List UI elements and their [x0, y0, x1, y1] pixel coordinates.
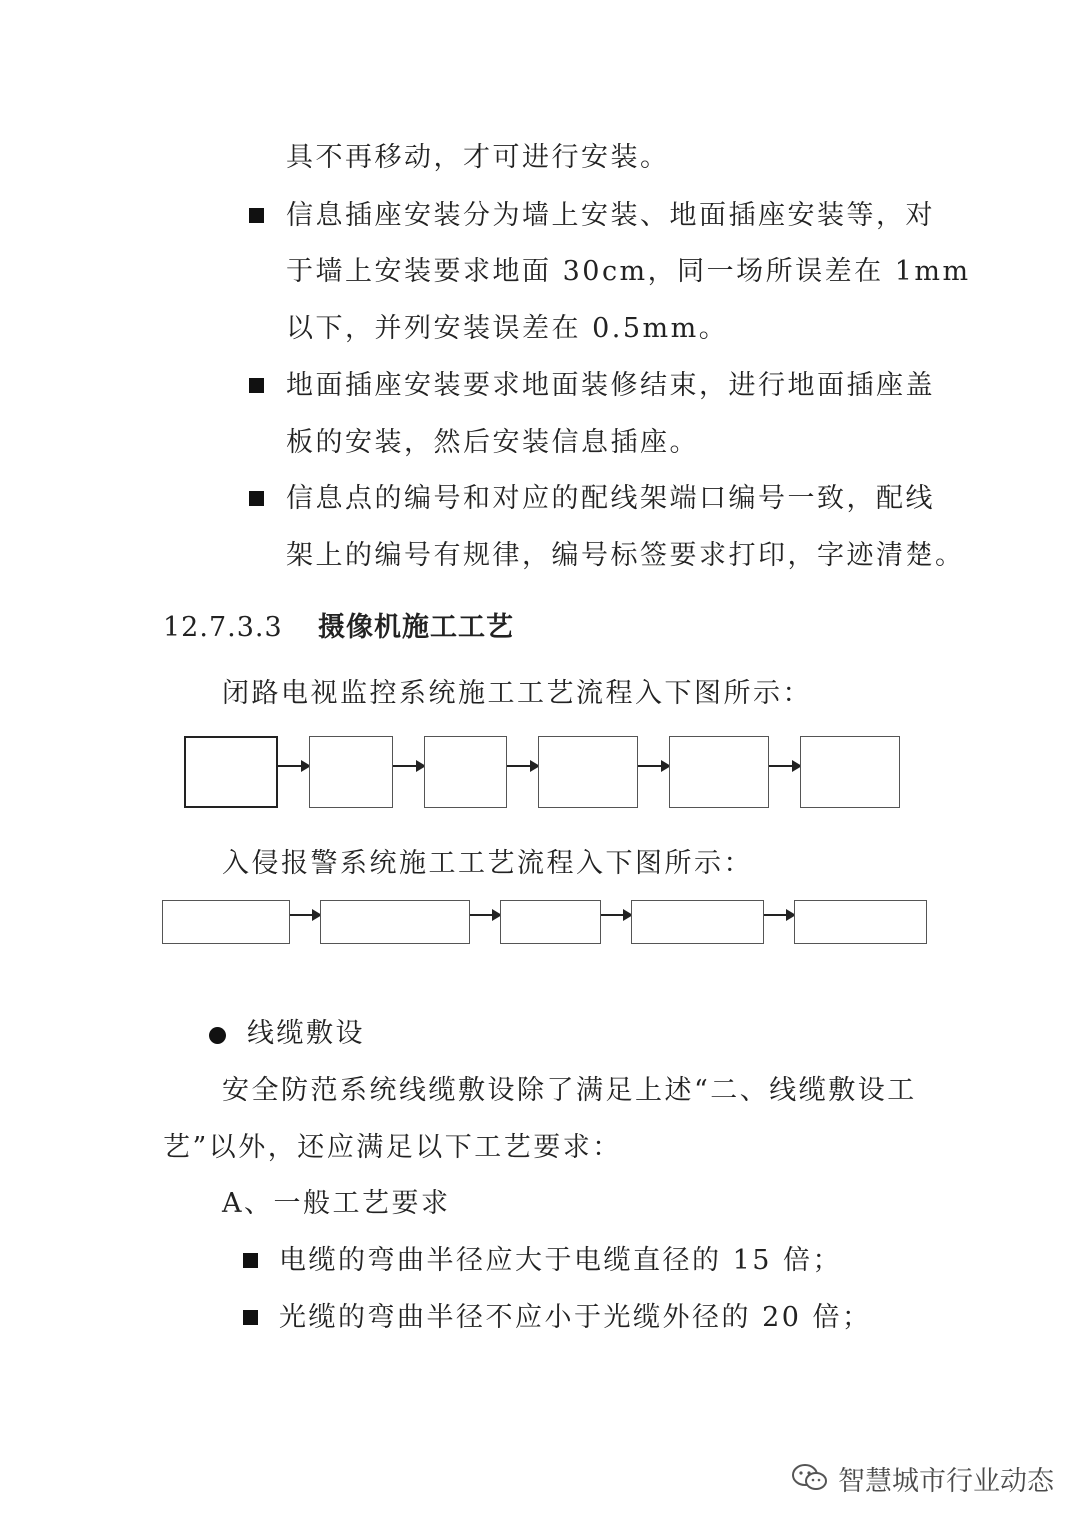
bullet1-line2: 于墙上安装要求地面 30cm，同一场所误差在 1mm	[286, 256, 971, 287]
flow1-arrow-4	[638, 765, 669, 767]
flow1-step-2	[309, 736, 393, 808]
flow2-arrow-4	[764, 914, 794, 916]
square-bullet-icon	[249, 208, 264, 223]
square-bullet-icon	[249, 378, 264, 393]
wechat-icon	[790, 1462, 830, 1494]
bullet3-line1: 信息点的编号和对应的配线架端口编号一致，配线	[286, 483, 935, 514]
bullet1-line1: 信息插座安装分为墙上安装、地面插座安装等，对	[286, 200, 935, 231]
cable-item-1: 电缆的弯曲半径应大于电缆直径的 15 倍；	[279, 1245, 843, 1276]
flow2-arrow-1	[290, 914, 320, 916]
square-bullet-icon	[243, 1310, 258, 1325]
square-bullet-icon	[249, 491, 264, 506]
flow2-caption: 入侵报警系统施工工艺流程入下图所示：	[222, 848, 753, 879]
flow1-caption: 闭路电视监控系统施工工艺流程入下图所示：	[222, 678, 812, 709]
cable-subheading: A、一般工艺要求	[222, 1188, 451, 1219]
section-number: 12.7.3.3	[163, 612, 283, 643]
flow1-step-1	[184, 736, 278, 808]
cable-intro-line2: 艺”以外，还应满足以下工艺要求：	[163, 1132, 622, 1163]
section-title: 摄像机施工工艺	[318, 612, 514, 643]
flow1-arrow-5	[769, 765, 800, 767]
flow1-arrow-3	[507, 765, 538, 767]
flow1-step-4	[538, 736, 638, 808]
flow2-arrow-2	[470, 914, 500, 916]
flow1-arrow-2	[393, 765, 424, 767]
flow2-step-3	[500, 900, 601, 944]
flow1-arrow-1	[278, 765, 309, 767]
flow2-step-1	[162, 900, 290, 944]
flow1-step-5	[669, 736, 769, 808]
bullet1-line3: 以下，并列安装误差在 0.5mm。	[286, 313, 729, 344]
watermark-text: 智慧城市行业动态	[838, 1465, 1054, 1497]
square-bullet-icon	[243, 1253, 258, 1268]
continuation-text: 具不再移动，才可进行安装。	[286, 142, 670, 173]
cable-item-2: 光缆的弯曲半径不应小于光缆外径的 20 倍；	[279, 1302, 872, 1333]
flow2-step-2	[320, 900, 470, 944]
bullet3-line2: 架上的编号有规律，编号标签要求打印，字迹清楚。	[286, 540, 965, 571]
cable-intro-line1: 安全防范系统线缆敷设除了满足上述“二、线缆敷设工	[222, 1075, 917, 1106]
bullet2-line2: 板的安装，然后安装信息插座。	[286, 427, 699, 458]
round-bullet-icon	[209, 1027, 226, 1044]
flow1-step-6	[800, 736, 900, 808]
flow1-step-3	[424, 736, 507, 808]
bullet2-line1: 地面插座安装要求地面装修结束，进行地面插座盖	[286, 370, 935, 401]
cable-heading: 线缆敷设	[247, 1018, 365, 1049]
watermark	[790, 1458, 1054, 1498]
flow2-step-5	[794, 900, 927, 944]
flow2-step-4	[631, 900, 764, 944]
flow2-arrow-3	[601, 914, 631, 916]
